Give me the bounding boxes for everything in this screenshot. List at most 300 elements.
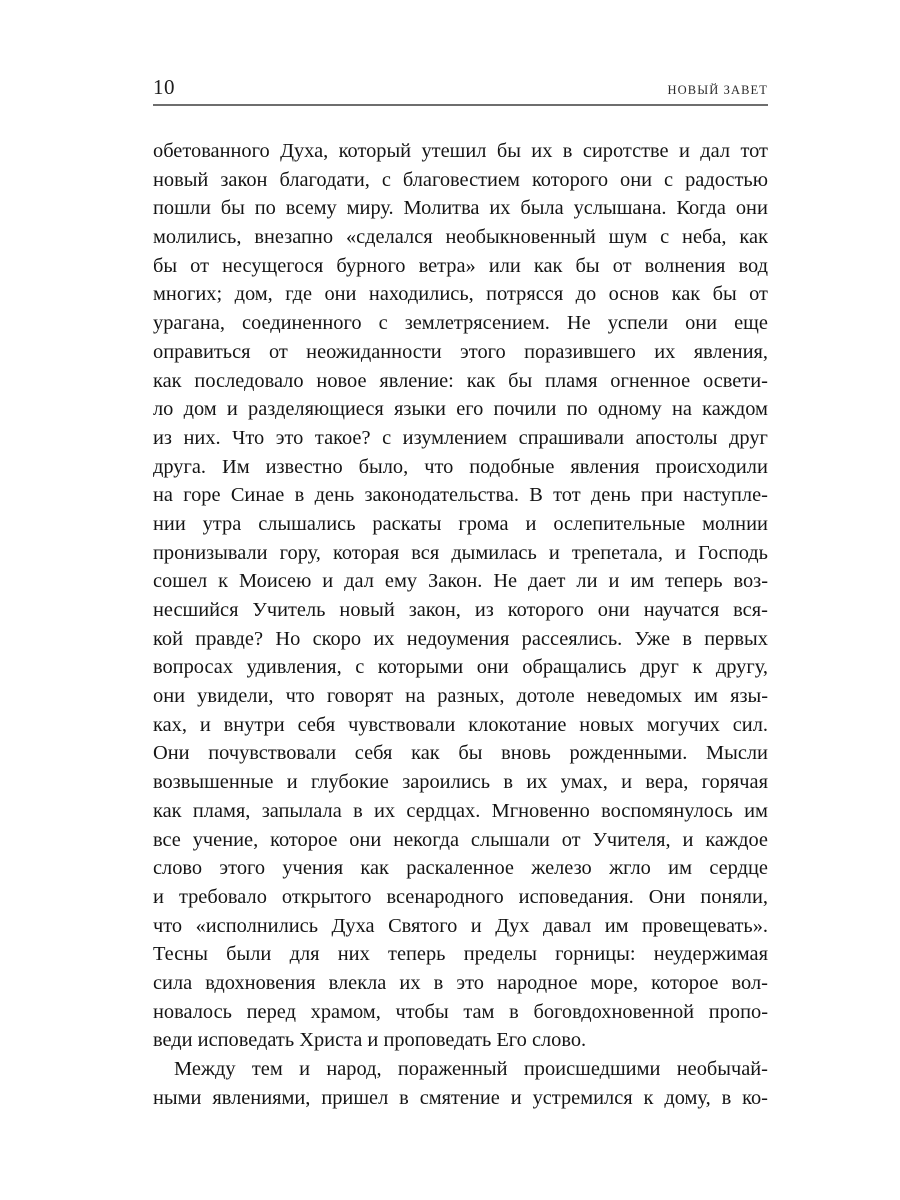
word: этого — [219, 857, 266, 880]
word: провещевать». — [642, 914, 768, 937]
word: бы — [153, 254, 178, 277]
word: их — [654, 340, 676, 363]
word: поразившего — [524, 340, 636, 363]
word: «сделался — [345, 226, 433, 249]
word: что — [424, 455, 454, 478]
word: благовестием — [402, 168, 520, 191]
word: было, — [358, 455, 409, 478]
word: языки — [394, 398, 446, 421]
word: вопросах — [153, 656, 234, 679]
word: в — [433, 971, 444, 994]
word: волнения — [644, 254, 726, 277]
word: Закон. — [428, 570, 483, 593]
word: учения — [282, 857, 344, 880]
word: смятение — [419, 1086, 500, 1109]
word: воспомянулось — [601, 799, 733, 822]
word: закон — [220, 168, 268, 191]
word: одному — [597, 398, 662, 421]
word: их — [531, 140, 553, 162]
word: тот — [553, 484, 581, 507]
word: миру. — [346, 197, 394, 220]
word: их — [373, 627, 395, 650]
word: дотоле — [516, 685, 575, 708]
word: их — [526, 771, 548, 794]
word: жгло — [609, 857, 651, 880]
word: всему — [285, 197, 337, 220]
word: они — [685, 312, 718, 335]
word: которая — [332, 541, 400, 564]
word: и — [299, 1058, 310, 1080]
word: от — [268, 340, 288, 363]
text-line — [153, 711, 768, 740]
text-line — [153, 969, 768, 998]
paragraph — [153, 1055, 768, 1112]
word: и — [226, 398, 238, 421]
word: в — [682, 627, 692, 650]
word: них — [337, 943, 370, 966]
word: бурного — [336, 254, 406, 277]
word: некогда — [393, 828, 460, 851]
page-number: 10 — [153, 75, 175, 99]
word: их — [374, 799, 396, 822]
header-divider-rule — [153, 104, 768, 106]
word: дом, — [234, 283, 273, 306]
word: которое — [270, 828, 338, 851]
word: открытого — [281, 885, 372, 908]
word: они — [349, 828, 382, 851]
word: новалось — [153, 1000, 232, 1023]
word: сердце — [709, 857, 768, 880]
word: Мысли — [706, 742, 768, 765]
word: гору, — [279, 541, 321, 564]
word: умах, — [560, 771, 608, 794]
word: требовало — [178, 885, 267, 908]
word: и — [510, 1086, 522, 1109]
word: и — [678, 140, 690, 162]
word: Тесны — [153, 943, 208, 966]
word: законодательства. — [364, 484, 519, 507]
word: находились, — [368, 283, 474, 306]
word: горницы: — [555, 943, 636, 966]
word: правде? — [195, 627, 264, 650]
word: они — [735, 197, 768, 220]
word: пошли — [153, 197, 211, 220]
word: явления, — [693, 340, 768, 363]
word: друг — [639, 656, 679, 679]
word: с — [664, 168, 674, 191]
word: Что — [232, 426, 265, 449]
word: трепетала, — [571, 541, 663, 564]
word: как — [153, 369, 182, 392]
word: от — [190, 254, 209, 277]
word: неба, — [682, 226, 727, 249]
word: на — [405, 685, 426, 708]
word: недоумения — [406, 627, 510, 650]
word: вся — [411, 541, 440, 564]
word: там — [463, 1000, 495, 1023]
word: из — [474, 599, 494, 621]
text-line — [153, 367, 768, 396]
word: Уже — [634, 627, 671, 650]
word: В — [529, 484, 543, 507]
word: вод — [738, 254, 768, 277]
word: по — [566, 398, 588, 421]
running-head — [153, 58, 768, 106]
word: давал — [543, 914, 592, 937]
word: народное — [496, 971, 578, 994]
word: глубокие — [310, 771, 389, 794]
word: с — [660, 226, 670, 249]
word: тем — [251, 1058, 283, 1080]
word: в — [399, 1086, 409, 1109]
word: Молитва — [403, 197, 480, 220]
word: почили — [493, 398, 557, 421]
text-line — [153, 194, 768, 223]
word: явления — [570, 455, 640, 478]
word: Духа — [331, 914, 375, 937]
word: пламя — [545, 369, 598, 392]
text-line — [153, 137, 768, 166]
word: другу, — [715, 656, 768, 679]
word: Мгновенно — [491, 799, 590, 822]
word: им — [630, 570, 655, 593]
word: себя — [297, 713, 336, 736]
word: пламя, — [192, 799, 251, 822]
word: обетованного — [153, 140, 270, 162]
word: могучих — [646, 713, 720, 736]
word: возвышенные — [153, 771, 274, 794]
word: их — [399, 971, 421, 994]
text-line — [153, 653, 768, 682]
word: раскаты — [372, 512, 442, 535]
word: спрашивали — [518, 426, 625, 449]
word: ему — [384, 570, 418, 593]
word: ко- — [742, 1086, 768, 1109]
word: они — [153, 685, 186, 708]
word: они — [324, 283, 357, 306]
word: Они — [648, 885, 686, 908]
word: к — [692, 656, 703, 679]
word: Когда — [676, 197, 726, 220]
word: и — [675, 541, 686, 564]
text-line — [153, 940, 768, 969]
word: происходили — [655, 455, 768, 478]
text-line — [153, 223, 768, 252]
word: новых — [579, 713, 634, 736]
text-line — [153, 539, 768, 568]
text-line — [153, 826, 768, 855]
word: подобные — [469, 455, 555, 478]
word: горячая — [701, 771, 768, 794]
word: были — [226, 943, 272, 966]
word: сил. — [732, 713, 768, 736]
word: основ — [608, 283, 660, 306]
word: утра — [202, 512, 242, 535]
word: разделяющиеся — [248, 398, 384, 421]
word: многих; — [153, 283, 223, 306]
word: пронизывали — [153, 541, 268, 564]
word: урагана, — [153, 312, 225, 335]
word: в — [509, 1000, 519, 1023]
word: учение, — [192, 828, 259, 851]
word: вол- — [731, 971, 768, 994]
word: новый — [339, 599, 395, 621]
text-line — [153, 768, 768, 797]
text-line — [153, 883, 768, 912]
word: увидели, — [197, 685, 274, 708]
word: боговдохновенной — [533, 1000, 695, 1023]
word: благодати, — [279, 168, 370, 191]
word: вера, — [645, 771, 689, 794]
word: Они — [153, 742, 190, 765]
word: и — [322, 570, 334, 593]
word: Моисею — [239, 570, 312, 593]
word: изумлением — [402, 426, 508, 449]
word: день — [314, 484, 355, 507]
word: радостью — [685, 168, 768, 191]
word: кой — [153, 627, 183, 650]
word: шум — [608, 226, 648, 249]
word: скоро — [312, 627, 362, 650]
text-line — [153, 338, 768, 367]
word: пораженный — [397, 1058, 508, 1080]
word: его — [456, 398, 484, 421]
word: дал — [344, 570, 374, 593]
word: которое — [651, 971, 719, 994]
word: что — [153, 914, 183, 937]
word: дом — [183, 398, 217, 421]
word: всенародного — [386, 885, 504, 908]
word: слышались — [258, 512, 356, 535]
word: «исполнились — [195, 914, 319, 937]
word: с — [355, 656, 365, 679]
word: удивления, — [246, 656, 342, 679]
word: наступле- — [683, 484, 768, 507]
word: происшедшими — [523, 1058, 661, 1080]
word: известно — [265, 455, 343, 478]
word: бы — [712, 283, 737, 306]
word: ли — [576, 570, 598, 593]
word: этого — [460, 340, 506, 363]
word: бы — [220, 197, 245, 220]
word: пределы — [463, 943, 537, 966]
word: себя — [354, 742, 393, 765]
word: Духа, — [280, 140, 329, 162]
word: друга. — [153, 455, 207, 478]
word: молились, — [153, 226, 242, 249]
word: еще — [734, 312, 768, 335]
text-line — [153, 912, 768, 941]
word: как — [739, 226, 768, 249]
text-line — [153, 395, 768, 424]
word: до — [575, 283, 597, 306]
word: нии — [153, 512, 186, 535]
word: в — [294, 484, 305, 507]
text-line — [153, 739, 768, 768]
word: несущегося — [222, 254, 324, 277]
word: устремился — [532, 1086, 633, 1109]
word: обращались — [522, 656, 627, 679]
word: клокотание — [468, 713, 567, 736]
word: с — [382, 426, 392, 449]
word: воз- — [733, 570, 768, 593]
word: ослепительные — [553, 512, 686, 535]
text-line — [153, 567, 768, 596]
word: все — [153, 828, 181, 851]
word: это — [275, 426, 304, 449]
text-line — [153, 998, 768, 1027]
word: что — [285, 685, 315, 708]
text-line — [153, 481, 768, 510]
text-line — [153, 424, 768, 453]
text-line — [153, 166, 768, 195]
word: новое — [316, 369, 367, 392]
word: неожиданности — [306, 340, 442, 363]
word: несшийся — [153, 599, 239, 621]
word: необыкновенный — [445, 226, 596, 249]
word: и — [153, 885, 164, 908]
word: внутри — [223, 713, 285, 736]
running-head-title: НОВЫЙ ЗАВЕТ — [667, 82, 768, 97]
word: они — [476, 656, 509, 679]
word: друг — [729, 426, 768, 449]
word: и — [286, 771, 298, 794]
word: по — [254, 197, 276, 220]
word: говорят — [326, 685, 394, 708]
word: на — [153, 484, 173, 507]
word: почувствовали — [208, 742, 337, 765]
word: бы — [458, 742, 483, 765]
word: им — [604, 914, 629, 937]
word: тот — [740, 140, 768, 162]
word: которого — [507, 599, 584, 621]
word: была — [520, 197, 564, 220]
text-line: веди исповедать Христа и проповедать Его слово. — [153, 1029, 587, 1052]
word: и — [608, 570, 620, 593]
word: ными — [153, 1086, 202, 1109]
word: сошел — [153, 570, 208, 593]
word: грома — [458, 512, 509, 535]
body-text — [153, 137, 768, 1112]
word: ветра» — [418, 254, 476, 277]
word: каждом — [702, 398, 768, 421]
word: им — [668, 857, 692, 880]
word: как — [466, 369, 496, 392]
word: Господь — [698, 541, 768, 564]
word: потрясся — [486, 283, 564, 306]
word: вновь — [501, 742, 551, 765]
word: разных, — [437, 685, 505, 708]
word: пришел — [321, 1086, 389, 1109]
word: им — [744, 799, 768, 822]
word: неудержимая — [653, 943, 768, 966]
word: первых — [704, 627, 768, 650]
word: на — [671, 398, 692, 421]
text-line — [153, 797, 768, 826]
text-line — [153, 510, 768, 539]
word: от — [612, 254, 632, 277]
paragraph — [153, 137, 768, 1055]
word: храмом, — [310, 1000, 381, 1023]
word: ло — [153, 398, 174, 421]
word: Не — [493, 570, 518, 593]
word: землетрясением. — [404, 312, 550, 335]
word: и — [682, 828, 694, 851]
word: Не — [566, 312, 591, 335]
word: железо — [531, 857, 592, 880]
word: где — [285, 283, 312, 306]
word: успели — [607, 312, 669, 335]
word: перед — [246, 1000, 296, 1023]
word: к — [643, 1086, 654, 1109]
word: освети- — [702, 369, 768, 392]
word: в — [562, 140, 573, 162]
word: сиротстве — [582, 140, 669, 162]
word: исповедания. — [518, 885, 634, 908]
text-line — [153, 854, 768, 883]
word: огненное — [610, 369, 691, 392]
word: неведомых — [586, 685, 683, 708]
word: народ, — [326, 1058, 382, 1080]
word: Но — [275, 627, 301, 650]
text-line — [153, 596, 768, 625]
word: ках, — [153, 713, 187, 736]
word: день — [590, 484, 631, 507]
word: поняли, — [700, 885, 768, 908]
word: Синае — [230, 484, 285, 507]
word: в — [503, 771, 514, 794]
word: как — [153, 799, 182, 822]
word: новый — [153, 168, 209, 191]
word: дому, — [664, 1086, 711, 1109]
word: они — [620, 168, 653, 191]
word: для — [289, 943, 320, 966]
text-line — [153, 309, 768, 338]
text-line — [153, 1084, 768, 1113]
word: закон, — [408, 599, 461, 621]
word: Учитель — [252, 599, 326, 621]
word: зароились — [402, 771, 491, 794]
word: которыми — [377, 656, 464, 679]
word: и — [621, 771, 633, 794]
word: рожденными. — [569, 742, 688, 765]
word: бы — [575, 254, 600, 277]
word: и — [525, 512, 537, 535]
word: внезапно — [254, 226, 334, 249]
word: необычай- — [676, 1058, 768, 1080]
word: дает — [528, 570, 566, 593]
word: теперь — [388, 943, 446, 966]
word: как — [360, 857, 389, 880]
word: такое? — [314, 426, 371, 449]
word: к — [218, 570, 229, 593]
word: им — [694, 685, 718, 708]
word: это — [456, 971, 484, 994]
word: раскаленное — [406, 857, 514, 880]
word: который — [338, 140, 412, 162]
word: как — [411, 742, 440, 765]
word: влекла — [328, 971, 387, 994]
word: Учителя, — [592, 828, 671, 851]
word: с — [378, 312, 388, 335]
word: сила — [153, 971, 193, 994]
word: Между — [174, 1058, 236, 1080]
word: или — [488, 254, 521, 277]
word: море, — [590, 971, 639, 994]
word: каждое — [705, 828, 768, 851]
word: вся- — [733, 599, 768, 621]
word: как — [671, 283, 701, 306]
